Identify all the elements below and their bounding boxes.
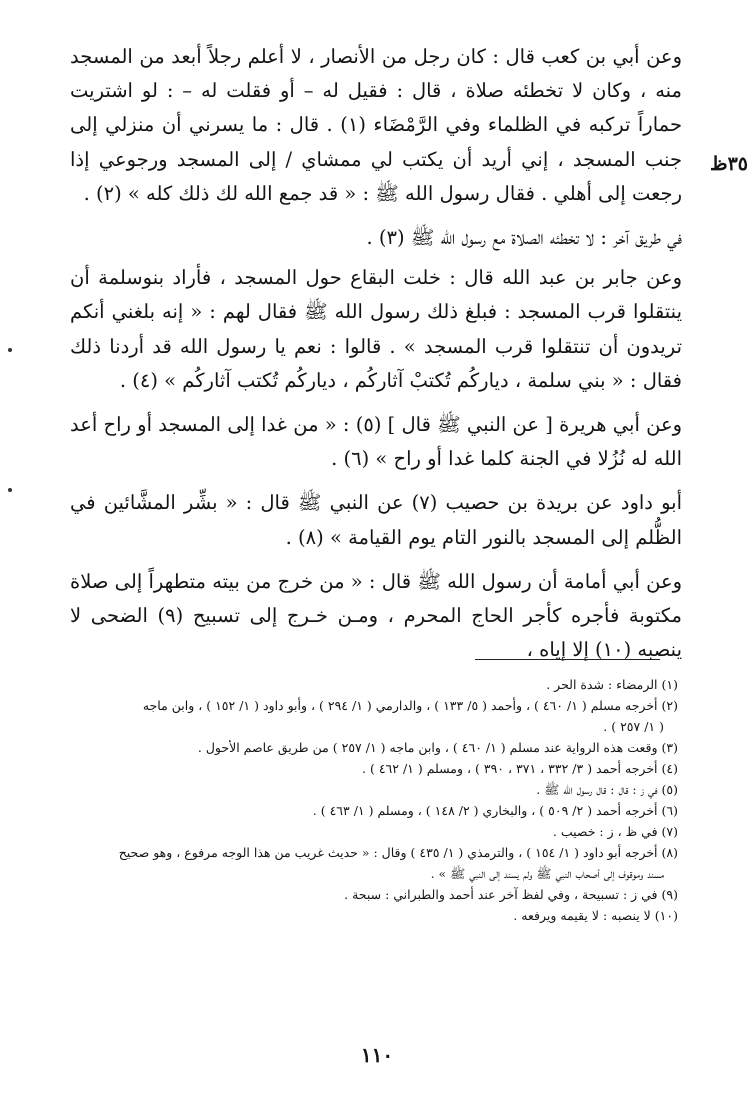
footnote-item: (٨) أخرجه أبو داود ( ١/ ١٥٤ ) ، والترمذي ( ١/ ٤٣٥ ) وقال : « حديث غريب من هذا الوجه مرفوع ، وهو صحيح [118,845,678,860]
footnote-item: (٦) أخرجه أحمد ( ٢/ ٥٠٩ ) ، والبخاري ( ٢/ ١٤٨ ) ، ومسلم ( ١/ ٤٦٣ ) . [312,803,678,818]
scan-mark [8,348,12,352]
paragraph-abu-umama: وعن أبي أمامة أن رسول الله ﷺ قال : « من خرج من بيته متطهراً إلى صلاة مكتوبة فأجره كأجر الحاج المحرم ، ومـن خـرج إلى تسبيح (٩) الضحى لا ينصبه (١٠) إلا إياه ، [70,569,682,662]
footnote-item: (٢) أخرجه مسلم ( ١/ ٤٦٠ ) ، وأحمد ( ٥/ ١٣٣ ) ، والدارمي ( ١/ ٢٩٤ ) ، وأبو داود ( ١/ ١٥٢ ) ، وابن ماجه [142,698,678,713]
footnote-item: (١٠) لا ينصبه : لا يقيمه ويرفعه . [513,908,678,923]
paragraph-ubayy: وعن أبي بن كعب قال : كان رجل من الأنصار ، لا أعلم رجلاً أبعد من المسجد منه ، وكان لا تخطئه صلاة ، قال : فقيل له – أو فقلت له – : لو اشتريت حماراً تركبه في الظلماء وفي الرَّمْضَاء (١) . قال : ما يسرني أن منزلي إلى جنب المسجد ، إني أريد أن يكتب لي ممشاي / إلى المسجد ورجوعي إذا رجعت إلى أهلي . فقال رسول الله ﷺ : « قد جمع الله لك ذلك كله » (٢) . [70,45,682,205]
footnote-continuation: مسند وموقوف إلى أصحاب النبي ﷺ ولم يسند إلى النبي ﷺ » . [430,866,664,881]
footnote-item: (٧) في ظ ، ز : خصيب . [552,824,678,839]
footnote-item: (٤) أخرجه أحمد ( ٣/ ٣٣٢ ، ٣٧١ ، ٣٩٠ ) ، ومسلم ( ١/ ٤٦٢ ) . [362,761,678,776]
scan-mark [8,488,12,492]
footnote-separator [475,659,660,660]
footnote-item: (٩) في ز : تسبيحة ، وفي لفظ آخر عند أحمد والطبراني : سبحة . [344,887,678,902]
paragraph-abu-hurayra: وعن أبي هريرة [ عن النبي ﷺ قال ] (٥) : « من غدا إلى المسجد أو راح أعد الله له نُزُلا في الجنة كلما غدا أو راح » (٦) . [70,413,682,471]
footnote-item: (٣) وقعت هذه الرواية عند مسلم ( ١/ ٤٦٠ ) ، وابن ماجه ( ١/ ٢٥٧ ) من طريق عاصم الأحول . [197,740,678,755]
paragraph-other-route: في طريق آخر : لا تخطئه الصلاة مع رسول الله ﷺ (٣) . [366,226,682,250]
manuscript-folio-marker: ٣٥ظ [710,153,748,175]
footnote-item: (٥) في ز : قال : قال رسول الله ﷺ . [536,782,678,797]
paragraph-jabir: وعن جابر بن عبد الله قال : خلت البقاع حول المسجد ، فأراد بنوسلمة أن ينتقلوا قرب المسجد : فبلغ ذلك رسول الله ﷺ فقال لهم : « إنه بلغني أنكم تريدون أن تنتقلوا قرب المسجد » . قالوا : نعم يا رسول الله قد أردنا ذلك فقال : « بني سلمة ، دياركُم تُكتبْ آثاركُم ، دياركُم تُكتب آثاركُم » (٤) . [70,266,682,392]
paragraph-burayda: أبو داود عن بريدة بن حصيب (٧) عن النبي ﷺ قال : « بشِّر المشَّائين في الظُّلم إلى المسجد بالنور التام يوم القيامة » (٨) . [70,491,682,549]
footnote-continuation: ( ١/ ٢٥٧ ) . [603,719,664,734]
footnotes [66,674,678,926]
main-text [70,40,682,677]
footnote-item: (١) الرمضاء : شدة الحر . [546,677,678,692]
page-number: ١١٠ [360,1043,394,1067]
